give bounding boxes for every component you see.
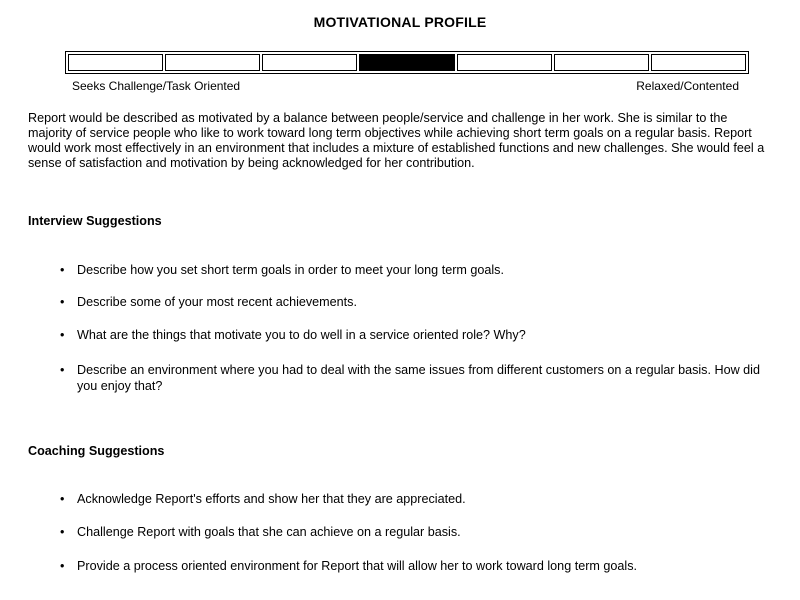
interview-suggestions-list	[60, 262, 760, 278]
scale-cell	[165, 54, 260, 71]
scale-cell	[262, 54, 357, 71]
coaching-suggestions-list	[60, 524, 760, 540]
list-item: • Describe some of your most recent achievements.	[60, 294, 760, 310]
scale-cell	[457, 54, 552, 71]
list-item: • Challenge Report with goals that she can achieve on a regular basis.	[60, 524, 760, 540]
coaching-suggestions-heading: Coaching Suggestions	[28, 444, 165, 458]
coaching-suggestions-list	[60, 558, 760, 574]
list-item: • Acknowledge Report's efforts and show her that they are appreciated.	[60, 491, 760, 507]
list-item: • What are the things that motivate you to do well in a service oriented role? Why?	[60, 327, 760, 343]
profile-description: Report would be described as motivated by a balance between people/service and challenge in her work. She is similar to the majority of service people who like to work toward long term objectives while achieving short term goals on a regular basis. Report would work most effectively in an environment that includes a mixture of established functions and new challenges. She would feel a sense of satisfaction and motivation by being acknowledged for her contribution.	[28, 111, 765, 170]
page-title: MOTIVATIONAL PROFILE	[313, 14, 487, 30]
scale-cell	[651, 54, 746, 71]
scale-cell	[554, 54, 649, 71]
interview-suggestions-heading: Interview Suggestions	[28, 214, 162, 228]
list-item: • Describe how you set short term goals in order to meet your long term goals.	[60, 262, 760, 278]
scale-right-label: Relaxed/Contented	[636, 79, 739, 93]
interview-suggestions-list	[60, 294, 760, 310]
scale-cell-filled	[359, 54, 454, 71]
interview-suggestions-list	[60, 327, 760, 343]
list-item: • Provide a process oriented environment for Report that will allow her to work toward long term goals.	[60, 558, 760, 574]
scale-cell	[68, 54, 163, 71]
scale-left-label: Seeks Challenge/Task Oriented	[72, 79, 241, 93]
interview-suggestions-list	[60, 362, 760, 394]
list-item: • Describe an environment where you had to deal with the same issues from different customers on a regular basis. How did you enjoy that?	[60, 362, 760, 394]
coaching-suggestions-list	[60, 491, 760, 507]
motivation-scale	[65, 51, 749, 74]
